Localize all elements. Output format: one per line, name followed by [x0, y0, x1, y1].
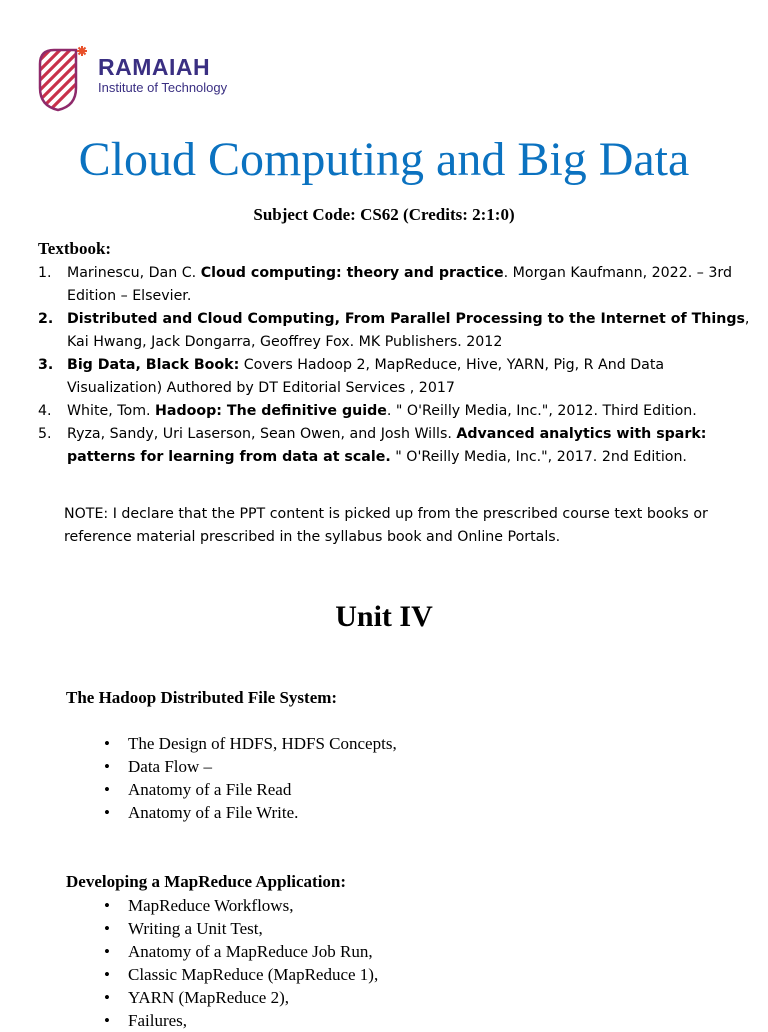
item-author: White, Tom. — [67, 403, 156, 419]
list-item: • Classic MapReduce (MapReduce 1), — [104, 963, 378, 986]
logo-subtitle: Institute of Technology — [98, 80, 228, 95]
textbook-heading: Textbook: — [38, 239, 112, 258]
textbook-item — [38, 262, 750, 308]
item-details: Covers Hadoop 2, MapReduce, Hive, YARN, Pig, R And Data Visualization) Authored by DT Editorial Services , 2017 — [67, 357, 665, 396]
list-item: • The Design of HDFS, HDFS Concepts, — [104, 732, 397, 755]
item-details: " O'Reilly Media, Inc.", 2017. 2nd Edition. — [390, 449, 687, 465]
ramaiah-logo — [36, 44, 266, 114]
item-title: Big Data, Black Book: — [67, 357, 240, 373]
item-author: Marinescu, Dan C. — [67, 265, 201, 281]
item-title: Hadoop: The definitive guide — [155, 403, 387, 419]
list-item: • MapReduce Workflows, — [104, 894, 378, 917]
ramaiah-emblem-icon — [36, 44, 92, 114]
item-details: . " O'Reilly Media, Inc.", 2012. Third Edition. — [386, 403, 697, 419]
list-item: • Anatomy of a MapReduce Job Run, — [104, 940, 378, 963]
item-author: Ryza, Sandy, Uri Laserson, Sean Owen, and Josh Wills. — [67, 426, 457, 442]
textbook-item — [38, 354, 750, 400]
section-heading-mapreduce: Developing a MapReduce Application: — [66, 872, 347, 891]
textbook-item — [38, 400, 750, 423]
item-number: 5. — [38, 426, 52, 442]
hdfs-topic-list — [104, 732, 397, 824]
page-title: Cloud Computing and Big Data — [78, 133, 690, 186]
logo-name: RAMAIAH — [98, 54, 211, 80]
item-title: Distributed and Cloud Computing, From Parallel Processing to the Internet of Things — [67, 311, 745, 327]
mapreduce-topic-list — [104, 894, 378, 1032]
item-number: 1. — [38, 265, 52, 281]
textbook-list — [38, 262, 750, 469]
list-item: • YARN (MapReduce 2), — [104, 986, 378, 1009]
item-details: , Kai Hwang, Jack Dongarra, Geoffrey Fox. MK Publishers. 2012 — [67, 311, 750, 350]
item-title: Advanced analytics with spark: patterns for learning from data at scale. — [67, 426, 707, 465]
unit-heading: Unit IV — [335, 600, 433, 633]
section-heading-hdfs: The Hadoop Distributed File System: — [66, 688, 338, 707]
item-details: . Morgan Kaufmann, 2022. – 3rd Edition – Elsevier. — [67, 265, 732, 304]
item-number: 4. — [38, 403, 52, 419]
star-icon — [77, 46, 87, 56]
note-paragraph: NOTE: I declare that the PPT content is picked up from the prescribed course text books or reference material prescribed in the syllabus book and Online Portals. — [64, 506, 708, 545]
item-number: 2. — [38, 311, 54, 327]
textbook-item — [38, 308, 750, 354]
subject-code: Subject Code: CS62 (Credits: 2:1:0) — [253, 205, 515, 224]
list-item: • Failures, — [104, 1009, 378, 1032]
item-number: 3. — [38, 357, 54, 373]
textbook-item — [38, 423, 750, 469]
item-title: Cloud computing: theory and practice — [200, 265, 504, 281]
list-item: • Writing a Unit Test, — [104, 917, 378, 940]
list-item: • Data Flow – — [104, 755, 397, 778]
list-item: • Anatomy of a File Read — [104, 778, 397, 801]
list-item: • Anatomy of a File Write. — [104, 801, 397, 824]
